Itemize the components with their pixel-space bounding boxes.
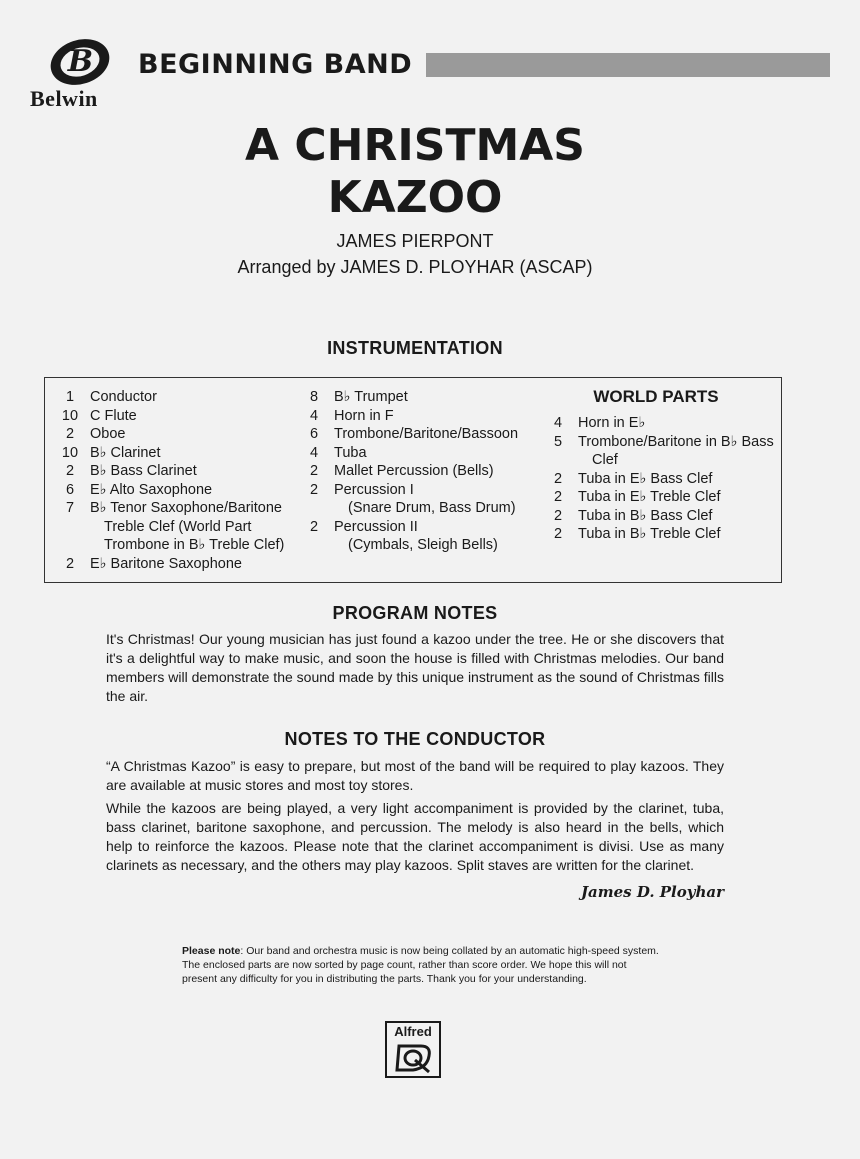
instrument-count: 2 xyxy=(65,426,75,442)
instrument-count: 2 xyxy=(309,518,319,535)
instrument-name: Tuba in E♭ Treble Clef xyxy=(578,489,721,505)
alfred-logo-mark-icon xyxy=(391,1042,435,1074)
instrument-count: 1 xyxy=(65,389,75,405)
instrument-name: Horn in F xyxy=(334,407,394,424)
instrument-count: 7 xyxy=(65,500,75,516)
instrument-name: Tuba xyxy=(334,444,367,461)
instrument-name: E♭ Alto Saxophone xyxy=(90,481,213,498)
instrument-name: (Snare Drum, Bass Drum) xyxy=(348,500,516,516)
arranger: Arranged by JAMES D. PLOYHAR (ASCAP) xyxy=(237,257,593,277)
instrument-count: 2 xyxy=(553,470,563,487)
instrument-column-2 xyxy=(294,388,534,555)
instrument-row xyxy=(50,481,300,500)
instrument-row xyxy=(294,462,534,481)
title-line-1: A CHRISTMAS xyxy=(245,120,585,171)
instrument-name: B♭ Bass Clarinet xyxy=(90,463,197,479)
instrument-row xyxy=(50,499,300,518)
please-note-label: Please note xyxy=(182,945,241,957)
instrument-row xyxy=(50,536,300,555)
instrument-count: 2 xyxy=(309,481,319,498)
instrument-name: Percussion I xyxy=(334,481,414,498)
instrument-count xyxy=(294,536,334,555)
instrument-name: C Flute xyxy=(90,407,137,424)
instrument-count: 10 xyxy=(61,444,79,461)
instrument-name: Trombone in B♭ Treble Clef) xyxy=(104,537,285,553)
instrument-row xyxy=(294,407,534,426)
alfred-logo xyxy=(385,1021,441,1078)
instrument-count: 10 xyxy=(61,407,79,424)
instrument-row xyxy=(294,444,534,463)
world-parts-heading: WORLD PARTS xyxy=(593,387,719,406)
instrument-count: 8 xyxy=(309,389,319,405)
belwin-logo-mark xyxy=(45,32,116,92)
series-rule xyxy=(426,53,830,77)
instrument-row xyxy=(294,499,534,518)
instrument-row xyxy=(294,388,534,407)
instrument-name: Clef xyxy=(592,452,618,468)
instrument-name: Tuba in B♭ Treble Clef xyxy=(578,526,721,542)
instrument-count xyxy=(50,536,90,555)
instrument-row xyxy=(50,407,300,426)
instrument-count xyxy=(50,518,90,537)
alfred-logo-word: Alfred xyxy=(394,1024,432,1039)
instrument-count: 2 xyxy=(553,489,563,505)
instrument-row xyxy=(538,525,778,544)
instrument-name: Mallet Percussion (Bells) xyxy=(334,463,494,479)
instrument-column-1 xyxy=(50,388,300,573)
instrument-name: B♭ Tenor Saxophone/Baritone xyxy=(90,500,282,516)
logo-letter: B xyxy=(67,43,94,79)
series-title: BEGINNING BAND xyxy=(138,49,413,80)
please-note xyxy=(182,944,662,986)
instrument-name: Treble Clef (World Part xyxy=(104,518,252,535)
arranger-signature: James D. Ployhar xyxy=(580,883,724,901)
publisher-name: Belwin xyxy=(30,86,98,111)
program-notes-text: It's Christmas! Our young musician has just found a kazoo under the tree. He or she discovers that it's a delightful way to make music, and soon the house is filled with Christmas melodies. Our band members will demonstrate the sound made by this unique instrument as the sound of Christmas fills the air. xyxy=(106,631,724,704)
instrument-count: 5 xyxy=(553,433,563,450)
conductor-notes-heading: NOTES TO THE CONDUCTOR xyxy=(284,729,546,749)
instrumentation-heading: INSTRUMENTATION xyxy=(327,338,503,358)
instrument-count: 2 xyxy=(553,526,563,542)
piece-title xyxy=(0,120,830,224)
composer: JAMES PIERPONT xyxy=(336,231,494,251)
instrument-row xyxy=(294,518,534,537)
instrument-row xyxy=(50,462,300,481)
instrument-name: Trombone/Baritone in B♭ Bass xyxy=(578,433,774,450)
instrument-count: 2 xyxy=(553,507,563,524)
instrument-name: B♭ Trumpet xyxy=(334,389,408,405)
instrument-count xyxy=(294,499,334,518)
conductor-notes-paragraph-2: While the kazoos are being played, a very light accompaniment is provided by the clarinet, tuba, bass clarinet, baritone saxophone, and percussion. The melody is also heard in the bells, which help to reinforce the kazoos. Please note that the clarinet accompaniment is divisi. Use as many clarinets as necessary, and the others may play kazoos. Split staves are written for the clarinet. xyxy=(106,800,724,873)
instrument-row xyxy=(50,388,300,407)
instrument-count: 2 xyxy=(65,463,75,479)
instrument-row xyxy=(538,507,778,526)
instrument-count: 4 xyxy=(309,444,319,461)
instrument-row xyxy=(50,518,300,537)
instrument-name: Oboe xyxy=(90,426,126,442)
instrument-count: 2 xyxy=(309,463,319,479)
instrument-row xyxy=(50,444,300,463)
instrument-row xyxy=(538,433,778,452)
conductor-notes-paragraph-1: “A Christmas Kazoo” is easy to prepare, but most of the band will be required to play kazoos. They are available at music stores and most toy stores. xyxy=(106,758,724,793)
instrument-name: B♭ Clarinet xyxy=(90,444,161,461)
instrument-row xyxy=(294,481,534,500)
instrument-name: Tuba in E♭ Bass Clef xyxy=(578,470,713,487)
instrument-name: E♭ Baritone Saxophone xyxy=(90,555,242,572)
instrument-row xyxy=(538,470,778,489)
instrument-row xyxy=(538,414,778,433)
program-notes-heading: PROGRAM NOTES xyxy=(332,603,498,623)
title-line-2: KAZOO xyxy=(327,172,503,223)
instrument-name: Horn in E♭ xyxy=(578,415,646,431)
instrument-count: 6 xyxy=(65,481,75,498)
instrument-row xyxy=(538,451,778,470)
please-note-text: : Our band and orchestra music is now being collated by an automatic high-speed system. The enclosed parts are now sorted by page count, rather than score order. We hope this will not present any difficulty for you in distributing the parts. Thank you for your understanding. xyxy=(182,945,659,985)
instrument-name: Trombone/Baritone/Bassoon xyxy=(334,426,519,442)
instrument-row xyxy=(50,425,300,444)
instrument-name: Conductor xyxy=(90,389,157,405)
instrument-name: Tuba in B♭ Bass Clef xyxy=(578,507,713,524)
instrument-row xyxy=(294,536,534,555)
instrument-name: (Cymbals, Sleigh Bells) xyxy=(348,537,498,553)
instrument-count: 2 xyxy=(65,555,75,572)
instrument-row xyxy=(294,425,534,444)
instrument-count: 6 xyxy=(309,426,319,442)
instrument-row xyxy=(50,555,300,574)
instrument-row xyxy=(538,488,778,507)
instrument-count xyxy=(538,451,578,470)
instrument-count: 4 xyxy=(553,415,563,431)
instrument-column-3 xyxy=(538,414,778,544)
instrument-name: Percussion II xyxy=(334,518,418,535)
instrument-count: 4 xyxy=(309,407,319,424)
